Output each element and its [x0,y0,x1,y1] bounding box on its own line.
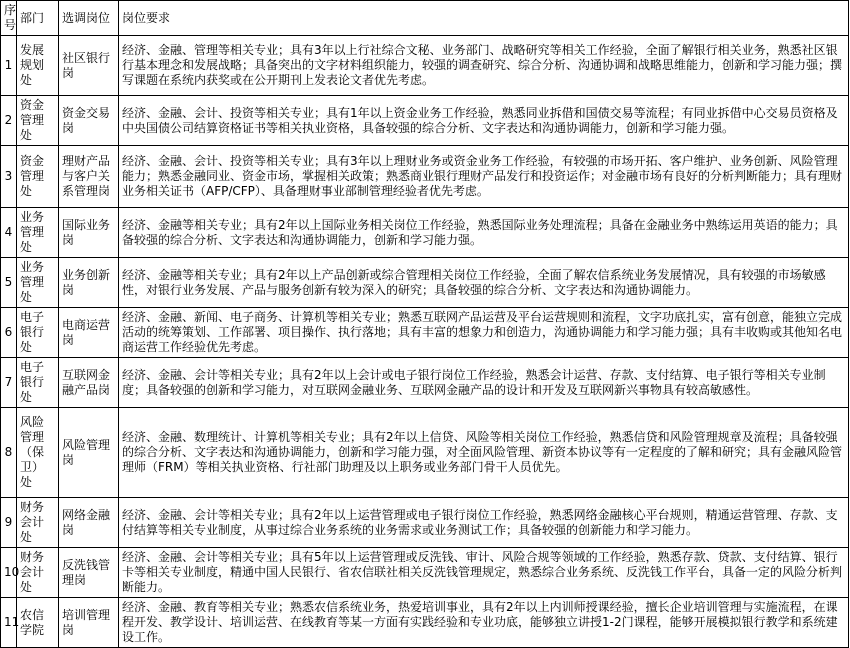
table-row [1,548,849,598]
row-requirements: 经济、金融、会计、投资等相关专业；具有3年以上理财业务或资金业务工作经验，有较强的市场开拓、客户维护、业务创新、风险管理能力；熟悉金融同业、资金市场，掌握相关政策；熟悉商业银行理财产品发行和投资运作；对金融市场有良好的分析判断能力；具有理财业务相关证书（AFP/CFP）、具备理财事业部制管理经验者优先考虑。 [119,146,849,208]
table-row [1,308,849,358]
table-body [1,36,849,648]
row-position: 理财产品与客户关系管理岗 [59,146,119,208]
table-row [1,36,849,96]
row-serial-number: 4 [1,208,17,258]
table-row [1,598,849,648]
row-department: 农信学院 [17,598,59,648]
row-position: 电商运营岗 [59,308,119,358]
row-serial-number: 11 [1,598,17,648]
row-serial-number: 9 [1,498,17,548]
table-row [1,146,849,208]
row-department: 财务会计处 [17,498,59,548]
row-department: 风险管理（保卫）处 [17,408,59,498]
table-row [1,208,849,258]
row-position: 互联网金融产品岗 [59,358,119,408]
row-serial-number: 3 [1,146,17,208]
header-department: 部门 [17,1,59,36]
row-department: 资金管理处 [17,96,59,146]
row-requirements: 经济、金融等相关专业；具有2年以上国际业务相关岗位工作经验，熟悉国际业务处理流程；具备在金融业务中熟练运用英语的能力；具备较强的综合分析、文字表达和沟通协调能力，创新和学习能力强。 [119,208,849,258]
row-requirements: 经济、金融、教育等相关专业；熟悉农信系统业务，热爱培训事业，具有2年以上内训师授课经验，擅长企业培训管理与实施流程，在课程开发、教学设计、培训运营、在线教育等某一方面有实践经验和专业功底，能够独立讲授1-2门课程，能够开展模拟银行教学和系统建设工作。 [119,598,849,648]
row-serial-number: 5 [1,258,17,308]
table-header-row [1,1,849,36]
row-serial-number: 1 [1,36,17,96]
row-position: 国际业务岗 [59,208,119,258]
row-department: 电子银行处 [17,308,59,358]
table-row [1,498,849,548]
header-position: 选调岗位 [59,1,119,36]
header-serial-number: 序号 [1,1,17,36]
row-position: 资金交易岗 [59,96,119,146]
row-position: 风险管理岗 [59,408,119,498]
row-department: 资金管理处 [17,146,59,208]
table-row [1,408,849,498]
row-serial-number: 6 [1,308,17,358]
row-requirements: 经济、金融、会计等相关专业；具有2年以上会计或电子银行岗位工作经验，熟悉会计运营、存款、支付结算、电子银行等相关专业制度；具备较强的创新和学习能力，对互联网金融业务、互联网金融产品的设计和开发及互联网新兴事物具有较高敏感性。 [119,358,849,408]
table-row [1,96,849,146]
row-position: 培训管理岗 [59,598,119,648]
row-requirements: 经济、金融、数理统计、计算机等相关专业；具有2年以上信贷、风险等相关岗位工作经验，熟悉信贷和风险管理规章及流程；具备较强的综合分析、文字表达和沟通协调能力，创新和学习能力强，对全面风险管理、新资本协议等有一定程度的了解和研究；具有金融风险管理师（FRM）等相关执业资格、行社部门助理及以上职务或业务部门骨干人员优先。 [119,408,849,498]
row-department: 财务会计处 [17,548,59,598]
row-department: 业务管理处 [17,258,59,308]
row-department: 电子银行处 [17,358,59,408]
row-requirements: 经济、金融、会计等相关专业；具有2年以上运营管理或电子银行岗位工作经验，熟悉网络金融核心平台规则，精通运营管理、存款、支付结算等相关专业制度，从事过综合业务系统的业务需求或业务测试工作；具备较强的创新能力和学习能力。 [119,498,849,548]
row-requirements: 经济、金融、管理等相关专业；具有3年以上行社综合文秘、业务部门、战略研究等相关工作经验，全面了解银行相关业务，熟悉社区银行基本理念和发展战略；具备突出的文字材料组织能力，较强的调查研究、综合分析、沟通协调和战略思维能力，创新和学习能力强；撰写课题在系统内获奖或在公开期刊上发表论文者优先考虑。 [119,36,849,96]
row-position: 社区银行岗 [59,36,119,96]
row-serial-number: 8 [1,408,17,498]
row-requirements: 经济、金融、会计、投资等相关专业；具有1年以上资金业务工作经验，熟悉同业拆借和国债交易等流程；有同业拆借中心交易员资格及中央国债公司结算资格证书等相关执业资格，具备较强的综合分析、文字表达和沟通协调能力，创新和学习能力强。 [119,96,849,146]
row-department: 发展规划处 [17,36,59,96]
table-row [1,258,849,308]
row-department: 业务管理处 [17,208,59,258]
row-serial-number: 10 [1,548,17,598]
table-row [1,358,849,408]
row-requirements: 经济、金融、会计等相关专业；具有5年以上运营管理或反洗钱、审计、风险合规等领域的工作经验，熟悉存款、贷款、支付结算、银行卡等相关专业制度，精通中国人民银行、省农信联社相关反洗钱管理规定，熟悉综合业务系统、反洗钱工作平台，具备一定的风险分析判断能力。 [119,548,849,598]
row-serial-number: 2 [1,96,17,146]
row-position: 业务创新岗 [59,258,119,308]
row-requirements: 经济、金融、新闻、电子商务、计算机等相关专业；熟悉互联网产品运营及平台运营规则和流程，文字功底扎实，富有创意，能独立完成活动的统筹策划、工作部署、项目操作、执行落地；具有丰富的想象力和创造力，沟通协调能力和学习能力强；具有丰收购或其他知名电商运营工作经验优先考虑。 [119,308,849,358]
row-position: 反洗钱管理岗 [59,548,119,598]
row-serial-number: 7 [1,358,17,408]
row-requirements: 经济、金融等相关专业；具有2年以上产品创新或综合管理相关岗位工作经验，全面了解农信系统业务发展情况，具有较强的市场敏感性，对银行业务发展、产品与服务创新有较为深入的研究；具备较强的综合分析、文字表达和沟通协调能力。 [119,258,849,308]
header-requirements: 岗位要求 [119,1,849,36]
row-position: 网络金融岗 [59,498,119,548]
